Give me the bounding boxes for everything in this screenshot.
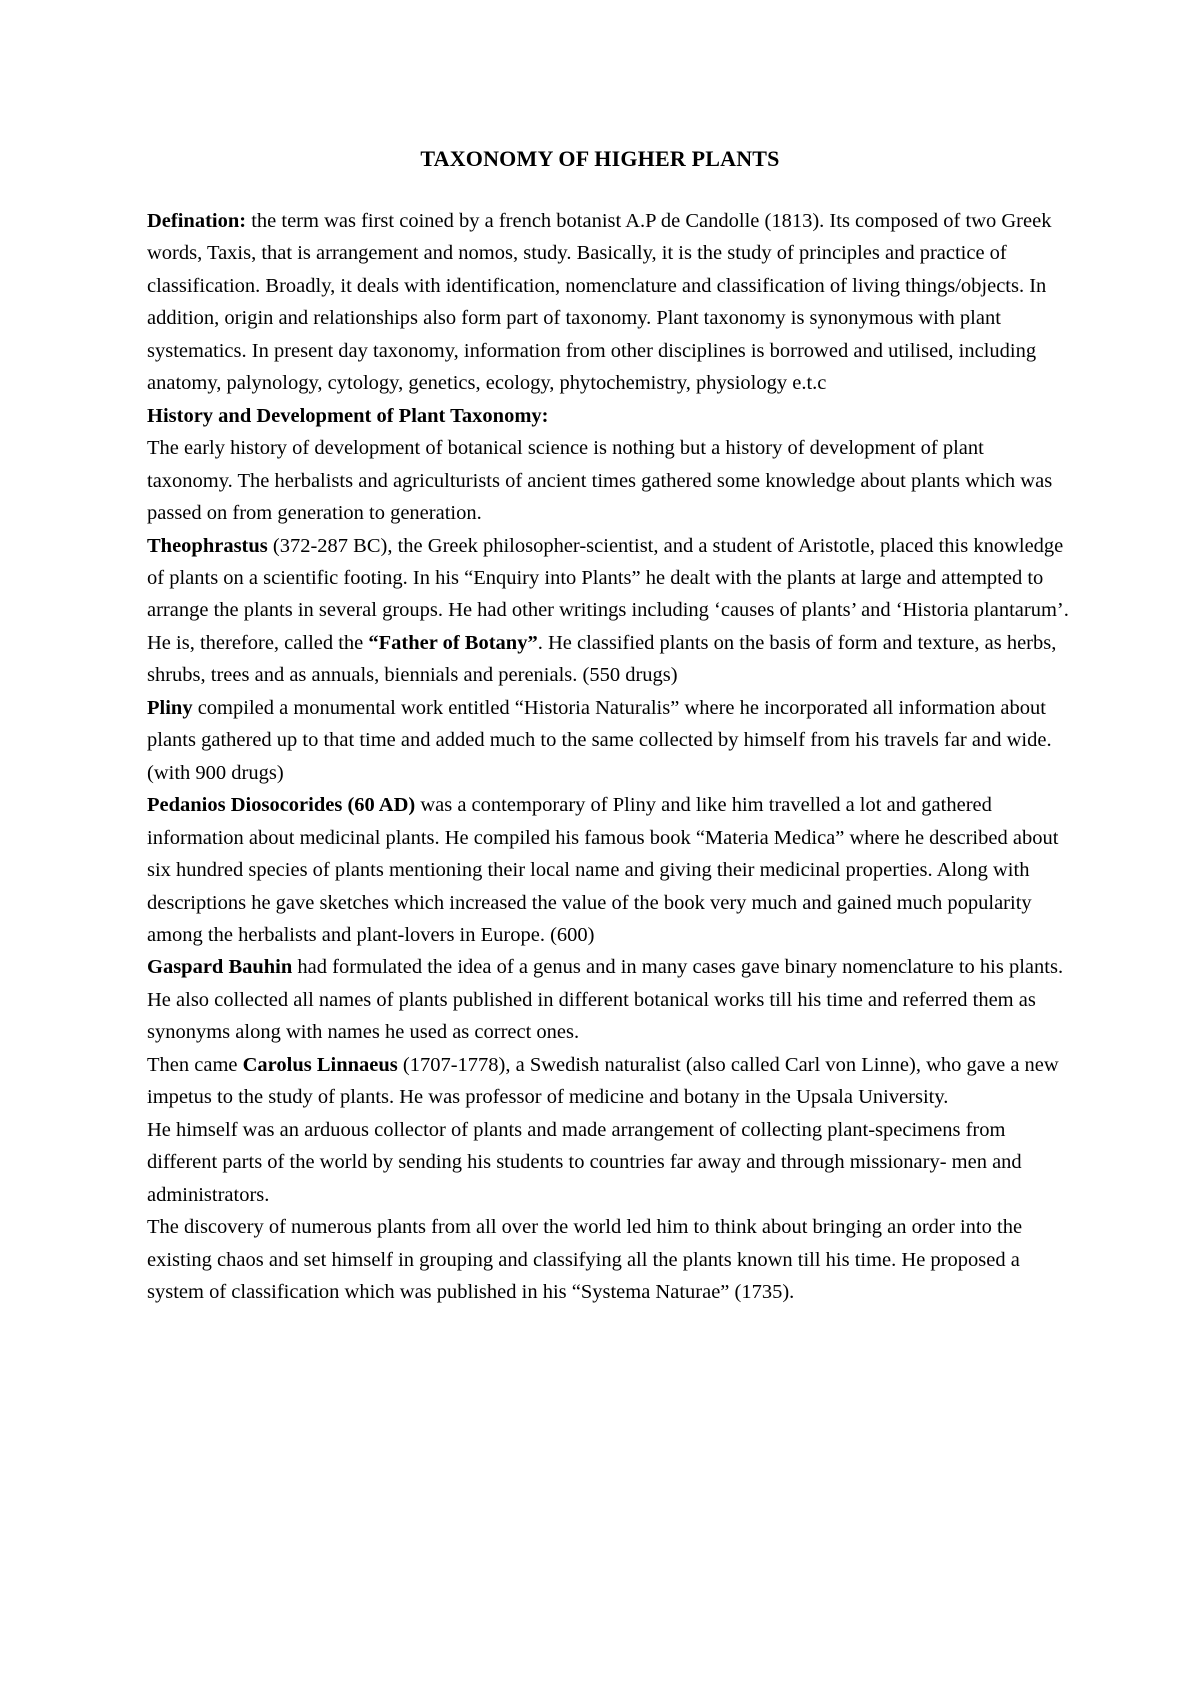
- pliny-name: Pliny: [147, 696, 193, 719]
- discovery-paragraph: The discovery of numerous plants from all over the world led him to think about bringing an order into the existing chaos and set himself in grouping and classifying all the plants known till his time. He proposed a system of classification which was published in his “Systema Naturae” (1735).: [147, 1216, 1023, 1303]
- dioscorides-text: was a contemporary of Pliny and like him travelled a lot and gathered information about medicinal plants. He compiled his famous book “Materia Medica” where he described about six hundred species of plants mentioning their local name and giving their medicinal properties. Along with descriptions he gave sketches which increased the value of the book very much and gained much popularity among the herbalists and plant-lovers in Europe. (600): [147, 794, 1059, 946]
- document-body: [147, 205, 1072, 1308]
- history-intro-paragraph: The early history of development of botanical science is nothing but a history of development of plant taxonomy. The herbalists and agriculturists of ancient times gathered some knowledge about plants which was passed on from generation to generation.: [147, 437, 1053, 525]
- definition-text: the term was first coined by a french botanist A.P de Candolle (1813). Its composed of two Greek words, Taxis, that is arrangement and nomos, study. Basically, it is the study of principles and practice of classification. Broadly, it deals with identification, nomenclature and classification of living things/objects. In addition, origin and relationships also form part of taxonomy. Plant taxonomy is synonymous with plant systematics. In present day taxonomy, information from other disciplines is borrowed and utilised, including anatomy, palynology, cytology, genetics, ecology, phytochemistry, physiology e.t.c: [147, 210, 1052, 395]
- pliny-paragraph: [147, 692, 1072, 789]
- section-heading: [147, 400, 1072, 432]
- definition-paragraph: [147, 205, 1072, 400]
- linnaeus-prefix: Then came: [147, 1053, 243, 1076]
- collector-paragraph: He himself was an arduous collector of plants and made arrangement of collecting plant-specimens from different parts of the world by sending his students to countries far away and through missionary- men and administrators.: [147, 1118, 1022, 1206]
- dioscorides-name: Pedanios Diosocorides (60 AD): [147, 794, 416, 817]
- father-of-botany: “Father of Botany”: [368, 631, 538, 654]
- history-heading: History and Development of Plant Taxonomy:: [147, 404, 549, 427]
- theophrastus-paragraph: [147, 530, 1072, 692]
- pliny-text: compiled a monumental work entitled “Historia Naturalis” where he incorporated all information about plants gathered up to that time and added much to the same collected by himself from his travels far and wide. (with 900 drugs): [147, 696, 1052, 784]
- linnaeus-text: (1707-1778), a Swedish naturalist (also called Carl von Linne), who gave a new impetus to the study of plants. He was professor of medicine and botany in the Upsala University.: [147, 1053, 1059, 1109]
- definition-label: Defination:: [147, 210, 247, 232]
- linnaeus-name: Carolus Linnaeus: [242, 1053, 398, 1076]
- page-title: TAXONOMY OF HIGHER PLANTS: [420, 146, 780, 171]
- theophrastus-text-1: (372-287 BC), the Greek philosopher-scientist, and a student of Aristotle, placed this knowledge of plants on a scientific footing. In his “Enquiry into Plants” he dealt with the plants at large and attempted to arrange the plants in several groups. He had other writings including ‘causes of plants’ and ‘Historia plantarum’. He is, therefore, called the: [147, 534, 1069, 654]
- dioscorides-paragraph: [147, 789, 1072, 951]
- bauhin-text: had formulated the idea of a genus and in many cases gave binary nomenclature to his plants. He also collected all names of plants published in different botanical works till his time and referred them as synonyms along with names he used as correct ones.: [147, 956, 1064, 1044]
- linnaeus-paragraph: [147, 1049, 1072, 1114]
- bauhin-name: Gaspard Bauhin: [147, 956, 293, 979]
- theophrastus-text-2: . He classified plants on the basis of form and texture, as herbs, shrubs, trees and as annuals, biennials and perenials. (550 drugs): [147, 631, 1057, 687]
- bauhin-paragraph: [147, 951, 1072, 1048]
- theophrastus-name: Theophrastus: [147, 534, 268, 557]
